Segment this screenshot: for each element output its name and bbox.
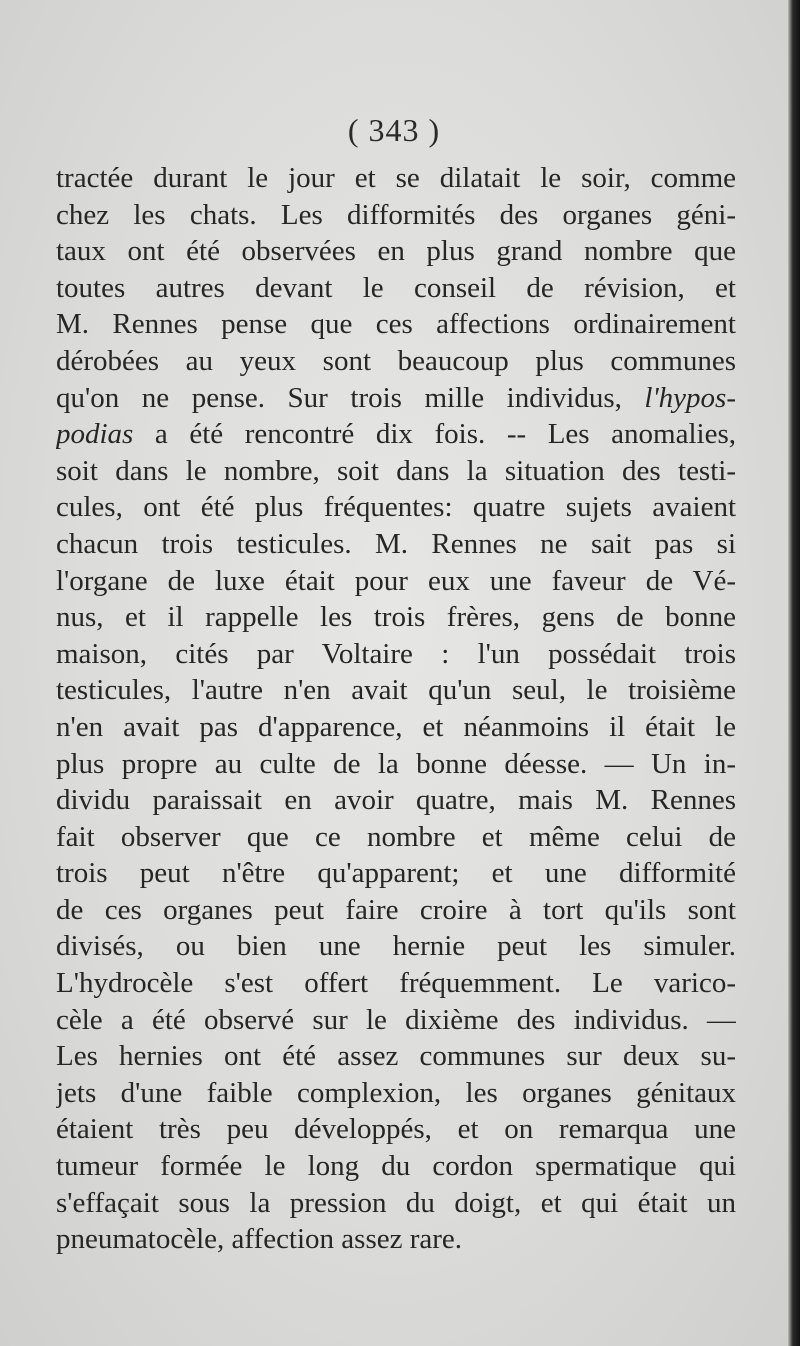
text-segment: tractée durant le jour et se dilatait le soir, comme: [56, 162, 736, 194]
text-segment: tumeur formée le long du cordon spermatique qui: [56, 1150, 736, 1183]
text-segment: nus, et il rappelle les trois frères, gens de bonne: [56, 601, 736, 634]
text-line: [56, 489, 736, 526]
page-number: ( 343 ): [347, 112, 441, 148]
text-segment: n'en avait pas d'apparence, et néanmoins il était le: [56, 710, 736, 743]
text-segment: plus propre au culte de la bonne déesse. — Un in-: [56, 747, 736, 780]
text-segment: cèle a été observé sur le dixième des individus. —: [56, 1003, 736, 1036]
text-line: [56, 1111, 736, 1148]
text-segment: dérobées au yeux sont beaucoup plus communes: [56, 344, 736, 377]
text-segment: divisés, ou bien une hernie peut les simuler.: [56, 930, 736, 963]
text-line: [56, 965, 736, 1002]
text-line: [56, 709, 736, 746]
text-segment: étaient très peu développés, et on remarqua une: [56, 1113, 736, 1146]
text-segment: pneumatocèle, affection assez rare.: [56, 1223, 463, 1256]
text-segment: s'effaçait sous la pression du doigt, et qui était un: [56, 1186, 736, 1219]
text-segment: chez les chats. Les difformités des organes géni-: [56, 198, 736, 231]
text-segment: Les hernies ont été assez communes sur deux su-: [56, 1040, 736, 1073]
italic-term: podias: [56, 418, 134, 451]
text-segment: soit dans le nombre, soit dans la situation des testi-: [56, 454, 736, 487]
text-line: [56, 1002, 736, 1039]
body-text: [56, 160, 736, 1258]
text-line: [56, 563, 736, 600]
text-line: [56, 1075, 736, 1112]
text-line: [56, 233, 736, 270]
text-line: [56, 1148, 736, 1185]
text-line: [56, 1221, 736, 1258]
text-line: [56, 928, 736, 965]
text-segment: L'hydrocèle s'est offert fréquemment. Le varico-: [56, 967, 736, 1000]
text-line: [56, 672, 736, 709]
text-segment: chacun trois testicules. M. Rennes ne sait pas si: [56, 527, 736, 560]
text-line: [56, 197, 736, 234]
text-segment: trois peut n'être qu'apparent; et une difformité: [56, 857, 736, 890]
text-line: [56, 892, 736, 929]
text-segment: maison, cités par Voltaire : l'un possédait trois: [56, 637, 736, 670]
text-segment: l'organe de luxe était pour eux une faveur de Vé-: [56, 564, 736, 597]
text-segment: dividu paraissait en avoir quatre, mais M. Rennes: [56, 784, 736, 817]
text-line: [56, 1038, 736, 1075]
text-line: [56, 343, 736, 380]
text-line: [56, 453, 736, 490]
text-segment: cules, ont été plus fréquentes: quatre sujets avaient: [56, 491, 736, 524]
text-line: [56, 746, 736, 783]
text-line: [56, 526, 736, 563]
text-line: [56, 160, 736, 197]
page-edge-shadow: [788, 0, 800, 1346]
text-line: [56, 599, 736, 636]
text-line: [56, 636, 736, 673]
text-line: [56, 819, 736, 856]
text-segment: a été rencontré dix fois. -- Les anomalies,: [133, 418, 736, 451]
text-segment: toutes autres devant le conseil de révision, et: [56, 271, 736, 304]
text-segment: jets d'une faible complexion, les organes génitaux: [56, 1076, 736, 1109]
text-segment: testicules, l'autre n'en avait qu'un seul, le troisième: [56, 674, 736, 707]
italic-term: l'hypos-: [644, 381, 736, 414]
text-line: [56, 855, 736, 892]
text-segment: M. Rennes pense que ces affections ordinairement: [56, 308, 736, 341]
text-line: [56, 416, 736, 453]
text-segment: qu'on ne pense. Sur trois mille individus,: [56, 381, 645, 414]
text-line: [56, 306, 736, 343]
text-line: [56, 380, 736, 417]
text-line: [56, 1185, 736, 1222]
text-segment: taux ont été observées en plus grand nombre que: [56, 235, 736, 268]
text-line: [56, 270, 736, 307]
text-segment: de ces organes peut faire croire à tort qu'ils sont: [56, 893, 736, 926]
text-line: [56, 782, 736, 819]
text-segment: fait observer que ce nombre et même celui de: [56, 820, 736, 853]
